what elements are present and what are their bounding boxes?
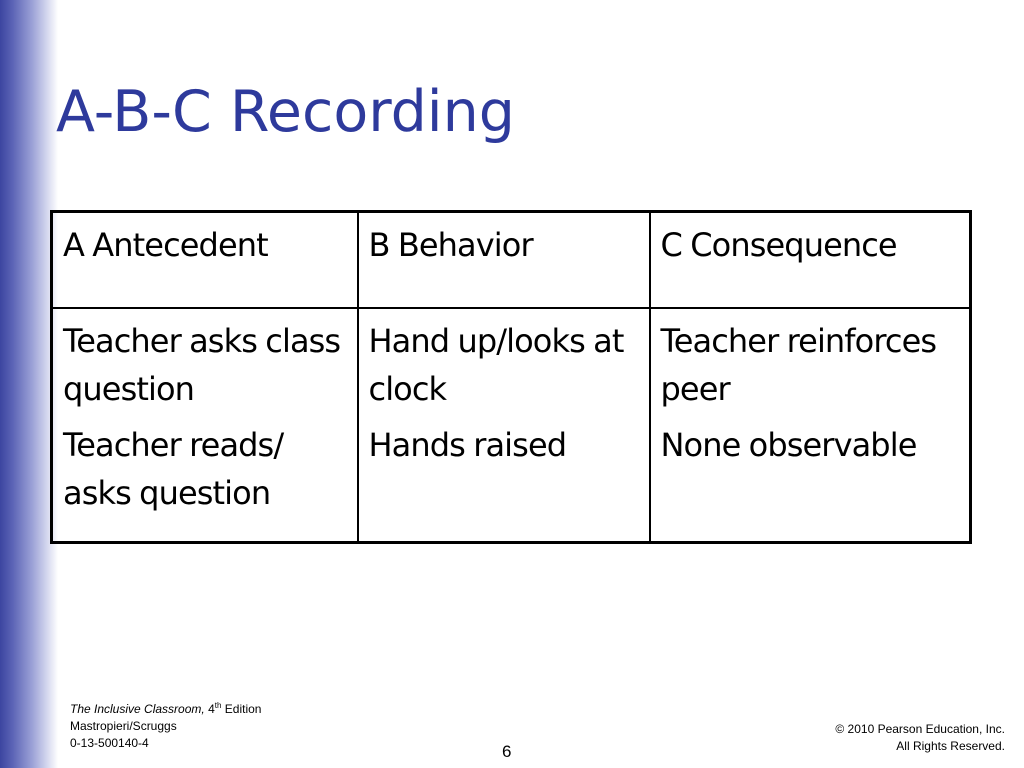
isbn: 0-13-500140-4 (70, 736, 149, 750)
antecedent-cell (52, 308, 358, 543)
antecedent-entry: Teacher reads/ asks question (63, 426, 284, 512)
footer-copyright (835, 721, 1005, 755)
abc-recording-table (50, 210, 972, 544)
edition-number: 4 (208, 702, 215, 716)
behavior-cell (358, 308, 650, 543)
slide-title: A-B-C Recording (56, 79, 515, 145)
rights-text: All Rights Reserved. (896, 739, 1005, 753)
consequence-cell (650, 308, 971, 543)
antecedent-entry: Teacher asks class question (63, 322, 341, 408)
consequence-entry: None observable (660, 426, 917, 464)
page-number: 6 (502, 742, 512, 761)
book-title: The Inclusive Classroom, (70, 702, 205, 716)
citation-line-book (70, 697, 261, 718)
footer-citation (70, 697, 261, 752)
header-antecedent: A Antecedent (52, 212, 358, 309)
behavior-entry: Hands raised (368, 426, 567, 464)
behavior-entry: Hand up/looks at clock (368, 322, 624, 408)
copyright-text: © 2010 Pearson Education, Inc. (835, 722, 1005, 736)
edition-label: Edition (224, 702, 262, 716)
header-behavior: B Behavior (358, 212, 650, 309)
consequence-entry: Teacher reinforces peer (660, 322, 937, 408)
authors: Mastropieri/Scruggs (70, 719, 177, 733)
table-header-row (52, 212, 971, 309)
header-consequence: C Consequence (650, 212, 971, 309)
table-row (52, 308, 971, 543)
edition-suffix: th (214, 701, 222, 710)
